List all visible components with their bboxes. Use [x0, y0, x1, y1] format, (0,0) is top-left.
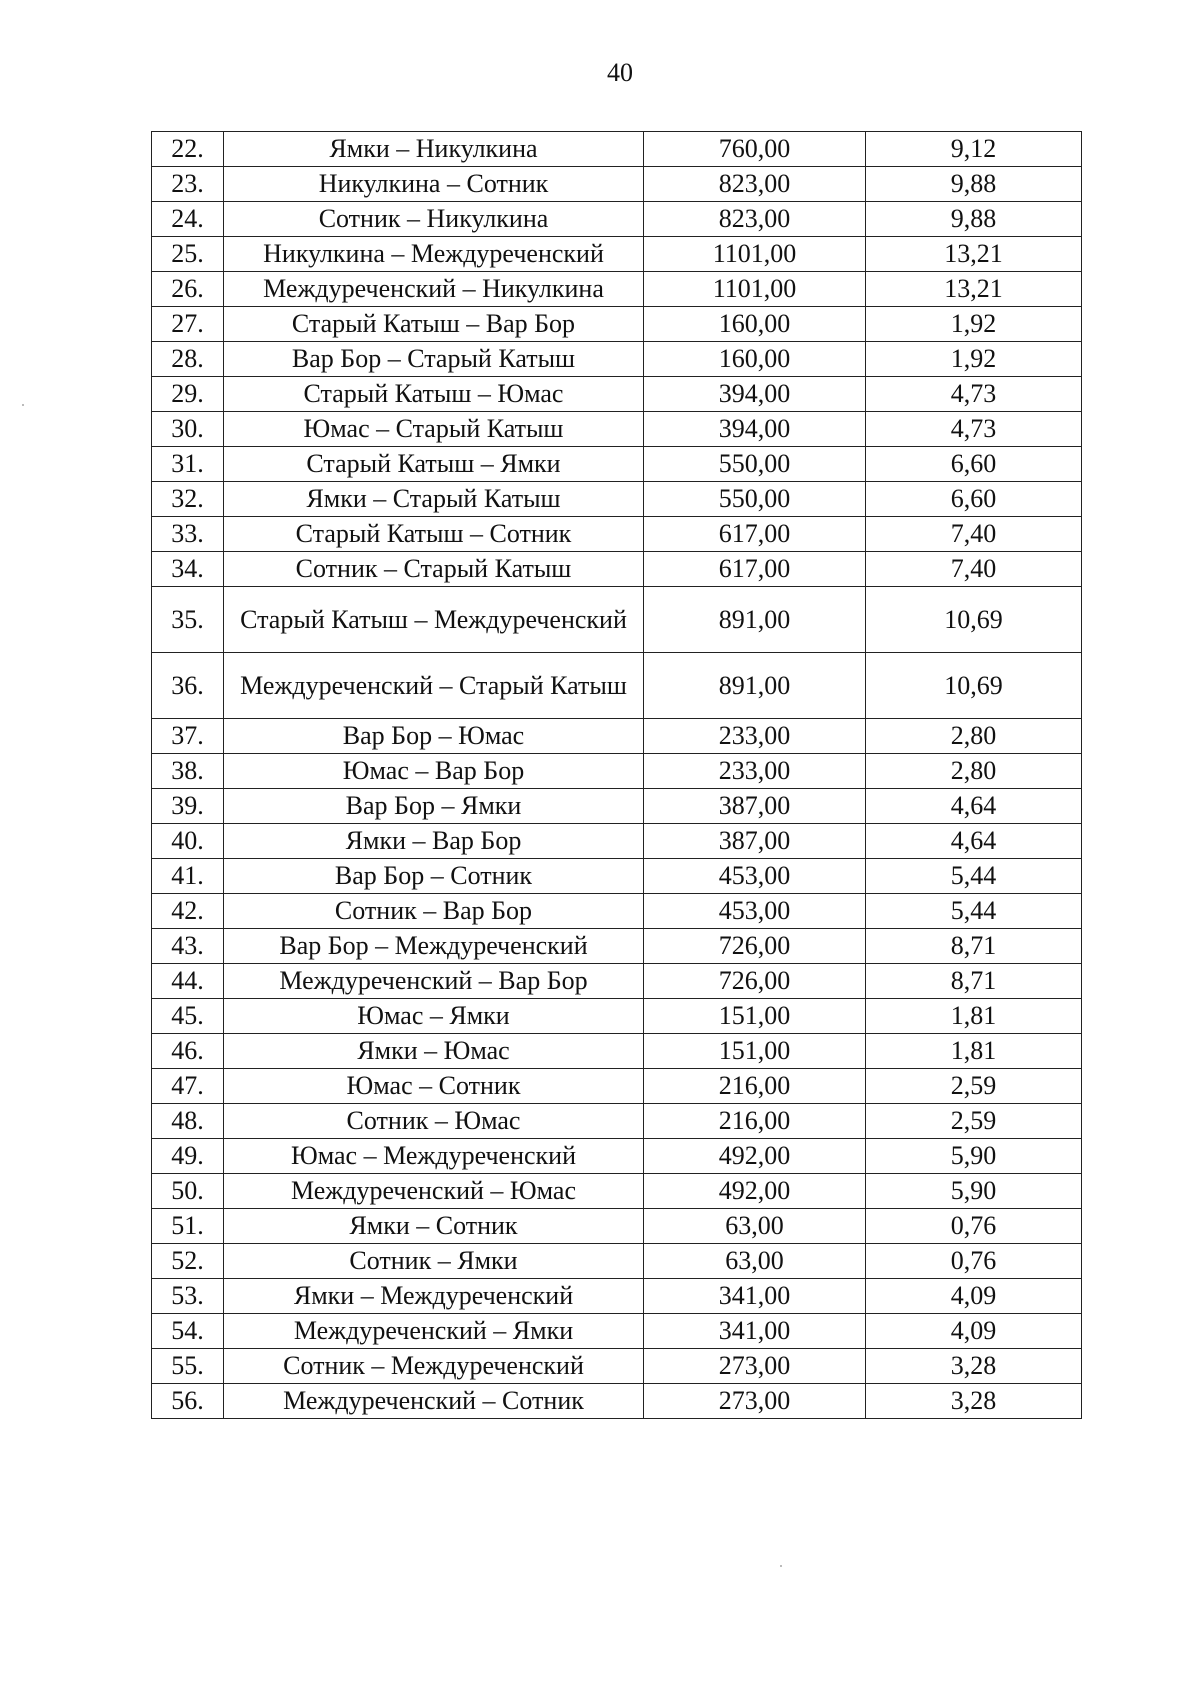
row-number-cell: 38.: [152, 754, 224, 789]
table-row: [152, 1384, 1082, 1419]
route-cell: Старый Катыш – Междуреченский: [224, 587, 644, 653]
route-cell: Ямки – Юмас: [224, 1034, 644, 1069]
route-cell: Вар Бор – Ямки: [224, 789, 644, 824]
table-row: [152, 412, 1082, 447]
route-cell: Вар Бор – Старый Катыш: [224, 342, 644, 377]
row-number-cell: 53.: [152, 1279, 224, 1314]
route-cell: Никулкина – Междуреченский: [224, 237, 644, 272]
cost-cell: 13,21: [866, 272, 1082, 307]
distance-cell: 891,00: [644, 653, 866, 719]
route-cell: Сотник – Междуреченский: [224, 1349, 644, 1384]
cost-cell: 3,28: [866, 1349, 1082, 1384]
table-row: [152, 552, 1082, 587]
row-number-cell: 45.: [152, 999, 224, 1034]
cost-cell: 6,60: [866, 447, 1082, 482]
row-number-cell: 44.: [152, 964, 224, 999]
row-number-cell: 56.: [152, 1384, 224, 1419]
cost-cell: 4,64: [866, 824, 1082, 859]
route-cell: Вар Бор – Юмас: [224, 719, 644, 754]
row-number-cell: 49.: [152, 1139, 224, 1174]
cost-cell: 6,60: [866, 482, 1082, 517]
distance-cell: 1101,00: [644, 237, 866, 272]
cost-cell: 7,40: [866, 517, 1082, 552]
distance-cell: 233,00: [644, 719, 866, 754]
table-row: [152, 307, 1082, 342]
row-number-cell: 32.: [152, 482, 224, 517]
cost-cell: 10,69: [866, 587, 1082, 653]
distance-cell: 273,00: [644, 1349, 866, 1384]
table-row: [152, 377, 1082, 412]
route-cell: Юмас – Сотник: [224, 1069, 644, 1104]
row-number-cell: 48.: [152, 1104, 224, 1139]
distance-cell: 216,00: [644, 1104, 866, 1139]
table-row: [152, 719, 1082, 754]
route-cell: Юмас – Междуреченский: [224, 1139, 644, 1174]
distance-cell: 492,00: [644, 1139, 866, 1174]
route-cell: Сотник – Старый Катыш: [224, 552, 644, 587]
distance-cell: 617,00: [644, 552, 866, 587]
row-number-cell: 24.: [152, 202, 224, 237]
row-number-cell: 27.: [152, 307, 224, 342]
route-cell: Сотник – Ямки: [224, 1244, 644, 1279]
table-row: [152, 859, 1082, 894]
cost-cell: 4,09: [866, 1314, 1082, 1349]
table-row: [152, 824, 1082, 859]
table-row: [152, 482, 1082, 517]
row-number-cell: 30.: [152, 412, 224, 447]
cost-cell: 0,76: [866, 1244, 1082, 1279]
cost-cell: 0,76: [866, 1209, 1082, 1244]
table-row: [152, 1349, 1082, 1384]
distance-cell: 233,00: [644, 754, 866, 789]
table-row: [152, 342, 1082, 377]
route-cell: Ямки – Междуреченский: [224, 1279, 644, 1314]
row-number-cell: 28.: [152, 342, 224, 377]
cost-cell: 3,28: [866, 1384, 1082, 1419]
distance-cell: 550,00: [644, 482, 866, 517]
row-number-cell: 39.: [152, 789, 224, 824]
table-row: [152, 964, 1082, 999]
route-cell: Междуреченский – Никулкина: [224, 272, 644, 307]
distance-cell: 387,00: [644, 824, 866, 859]
cost-cell: 4,73: [866, 412, 1082, 447]
row-number-cell: 52.: [152, 1244, 224, 1279]
cost-cell: 5,44: [866, 859, 1082, 894]
distance-cell: 891,00: [644, 587, 866, 653]
distance-cell: 273,00: [644, 1384, 866, 1419]
route-cell: Ямки – Старый Катыш: [224, 482, 644, 517]
route-cell: Ямки – Сотник: [224, 1209, 644, 1244]
table-row: [152, 447, 1082, 482]
cost-cell: 4,73: [866, 377, 1082, 412]
row-number-cell: 51.: [152, 1209, 224, 1244]
distance-cell: 387,00: [644, 789, 866, 824]
table-row: [152, 272, 1082, 307]
cost-cell: 8,71: [866, 929, 1082, 964]
row-number-cell: 25.: [152, 237, 224, 272]
distance-cell: 216,00: [644, 1069, 866, 1104]
route-cell: Междуреченский – Ямки: [224, 1314, 644, 1349]
distance-cell: 394,00: [644, 412, 866, 447]
routes-table: [151, 131, 1082, 1419]
row-number-cell: 29.: [152, 377, 224, 412]
table-row: [152, 894, 1082, 929]
scan-speck: [780, 1565, 782, 1567]
route-cell: Вар Бор – Междуреченский: [224, 929, 644, 964]
distance-cell: 63,00: [644, 1209, 866, 1244]
cost-cell: 13,21: [866, 237, 1082, 272]
cost-cell: 2,59: [866, 1069, 1082, 1104]
distance-cell: 726,00: [644, 929, 866, 964]
table-row: [152, 789, 1082, 824]
distance-cell: 617,00: [644, 517, 866, 552]
cost-cell: 9,88: [866, 167, 1082, 202]
row-number-cell: 42.: [152, 894, 224, 929]
row-number-cell: 26.: [152, 272, 224, 307]
table-row: [152, 1244, 1082, 1279]
route-cell: Старый Катыш – Сотник: [224, 517, 644, 552]
route-cell: Междуреченский – Старый Катыш: [224, 653, 644, 719]
cost-cell: 1,92: [866, 342, 1082, 377]
route-cell: Вар Бор – Сотник: [224, 859, 644, 894]
row-number-cell: 22.: [152, 132, 224, 167]
route-cell: Сотник – Юмас: [224, 1104, 644, 1139]
distance-cell: 1101,00: [644, 272, 866, 307]
route-cell: Юмас – Старый Катыш: [224, 412, 644, 447]
distance-cell: 453,00: [644, 894, 866, 929]
cost-cell: 2,80: [866, 754, 1082, 789]
cost-cell: 5,44: [866, 894, 1082, 929]
table-row: [152, 587, 1082, 653]
route-cell: Старый Катыш – Вар Бор: [224, 307, 644, 342]
row-number-cell: 41.: [152, 859, 224, 894]
table-row: [152, 1034, 1082, 1069]
distance-cell: 453,00: [644, 859, 866, 894]
distance-cell: 760,00: [644, 132, 866, 167]
table-row: [152, 237, 1082, 272]
distance-cell: 160,00: [644, 307, 866, 342]
table-row: [152, 653, 1082, 719]
table-row: [152, 132, 1082, 167]
table-row: [152, 999, 1082, 1034]
table-row: [152, 167, 1082, 202]
table-row: [152, 754, 1082, 789]
table-row: [152, 202, 1082, 237]
row-number-cell: 23.: [152, 167, 224, 202]
table-row: [152, 1069, 1082, 1104]
row-number-cell: 40.: [152, 824, 224, 859]
row-number-cell: 54.: [152, 1314, 224, 1349]
cost-cell: 8,71: [866, 964, 1082, 999]
cost-cell: 1,81: [866, 999, 1082, 1034]
row-number-cell: 36.: [152, 653, 224, 719]
routes-table-body: [152, 132, 1082, 1419]
distance-cell: 492,00: [644, 1174, 866, 1209]
cost-cell: 4,09: [866, 1279, 1082, 1314]
route-cell: Старый Катыш – Ямки: [224, 447, 644, 482]
table-row: [152, 1104, 1082, 1139]
route-cell: Междуреченский – Вар Бор: [224, 964, 644, 999]
route-cell: Ямки – Вар Бор: [224, 824, 644, 859]
distance-cell: 726,00: [644, 964, 866, 999]
route-cell: Междуреченский – Сотник: [224, 1384, 644, 1419]
table-row: [152, 1314, 1082, 1349]
page-number: 40: [607, 58, 633, 87]
table-row: [152, 929, 1082, 964]
row-number-cell: 37.: [152, 719, 224, 754]
cost-cell: 9,12: [866, 132, 1082, 167]
row-number-cell: 55.: [152, 1349, 224, 1384]
row-number-cell: 33.: [152, 517, 224, 552]
route-cell: Ямки – Никулкина: [224, 132, 644, 167]
cost-cell: 1,81: [866, 1034, 1082, 1069]
row-number-cell: 35.: [152, 587, 224, 653]
row-number-cell: 47.: [152, 1069, 224, 1104]
scan-speck: [22, 404, 24, 406]
row-number-cell: 50.: [152, 1174, 224, 1209]
row-number-cell: 46.: [152, 1034, 224, 1069]
cost-cell: 2,59: [866, 1104, 1082, 1139]
route-cell: Никулкина – Сотник: [224, 167, 644, 202]
cost-cell: 9,88: [866, 202, 1082, 237]
table-row: [152, 517, 1082, 552]
table-row: [152, 1209, 1082, 1244]
distance-cell: 341,00: [644, 1314, 866, 1349]
row-number-cell: 31.: [152, 447, 224, 482]
row-number-cell: 43.: [152, 929, 224, 964]
distance-cell: 823,00: [644, 167, 866, 202]
cost-cell: 1,92: [866, 307, 1082, 342]
distance-cell: 151,00: [644, 1034, 866, 1069]
route-cell: Сотник – Никулкина: [224, 202, 644, 237]
distance-cell: 341,00: [644, 1279, 866, 1314]
route-cell: Юмас – Ямки: [224, 999, 644, 1034]
table-row: [152, 1139, 1082, 1174]
route-cell: Междуреченский – Юмас: [224, 1174, 644, 1209]
distance-cell: 63,00: [644, 1244, 866, 1279]
route-cell: Старый Катыш – Юмас: [224, 377, 644, 412]
cost-cell: 2,80: [866, 719, 1082, 754]
distance-cell: 160,00: [644, 342, 866, 377]
cost-cell: 5,90: [866, 1174, 1082, 1209]
distance-cell: 823,00: [644, 202, 866, 237]
route-cell: Юмас – Вар Бор: [224, 754, 644, 789]
distance-cell: 394,00: [644, 377, 866, 412]
table-row: [152, 1279, 1082, 1314]
distance-cell: 550,00: [644, 447, 866, 482]
table-row: [152, 1174, 1082, 1209]
route-cell: Сотник – Вар Бор: [224, 894, 644, 929]
cost-cell: 5,90: [866, 1139, 1082, 1174]
cost-cell: 7,40: [866, 552, 1082, 587]
cost-cell: 10,69: [866, 653, 1082, 719]
row-number-cell: 34.: [152, 552, 224, 587]
distance-cell: 151,00: [644, 999, 866, 1034]
cost-cell: 4,64: [866, 789, 1082, 824]
